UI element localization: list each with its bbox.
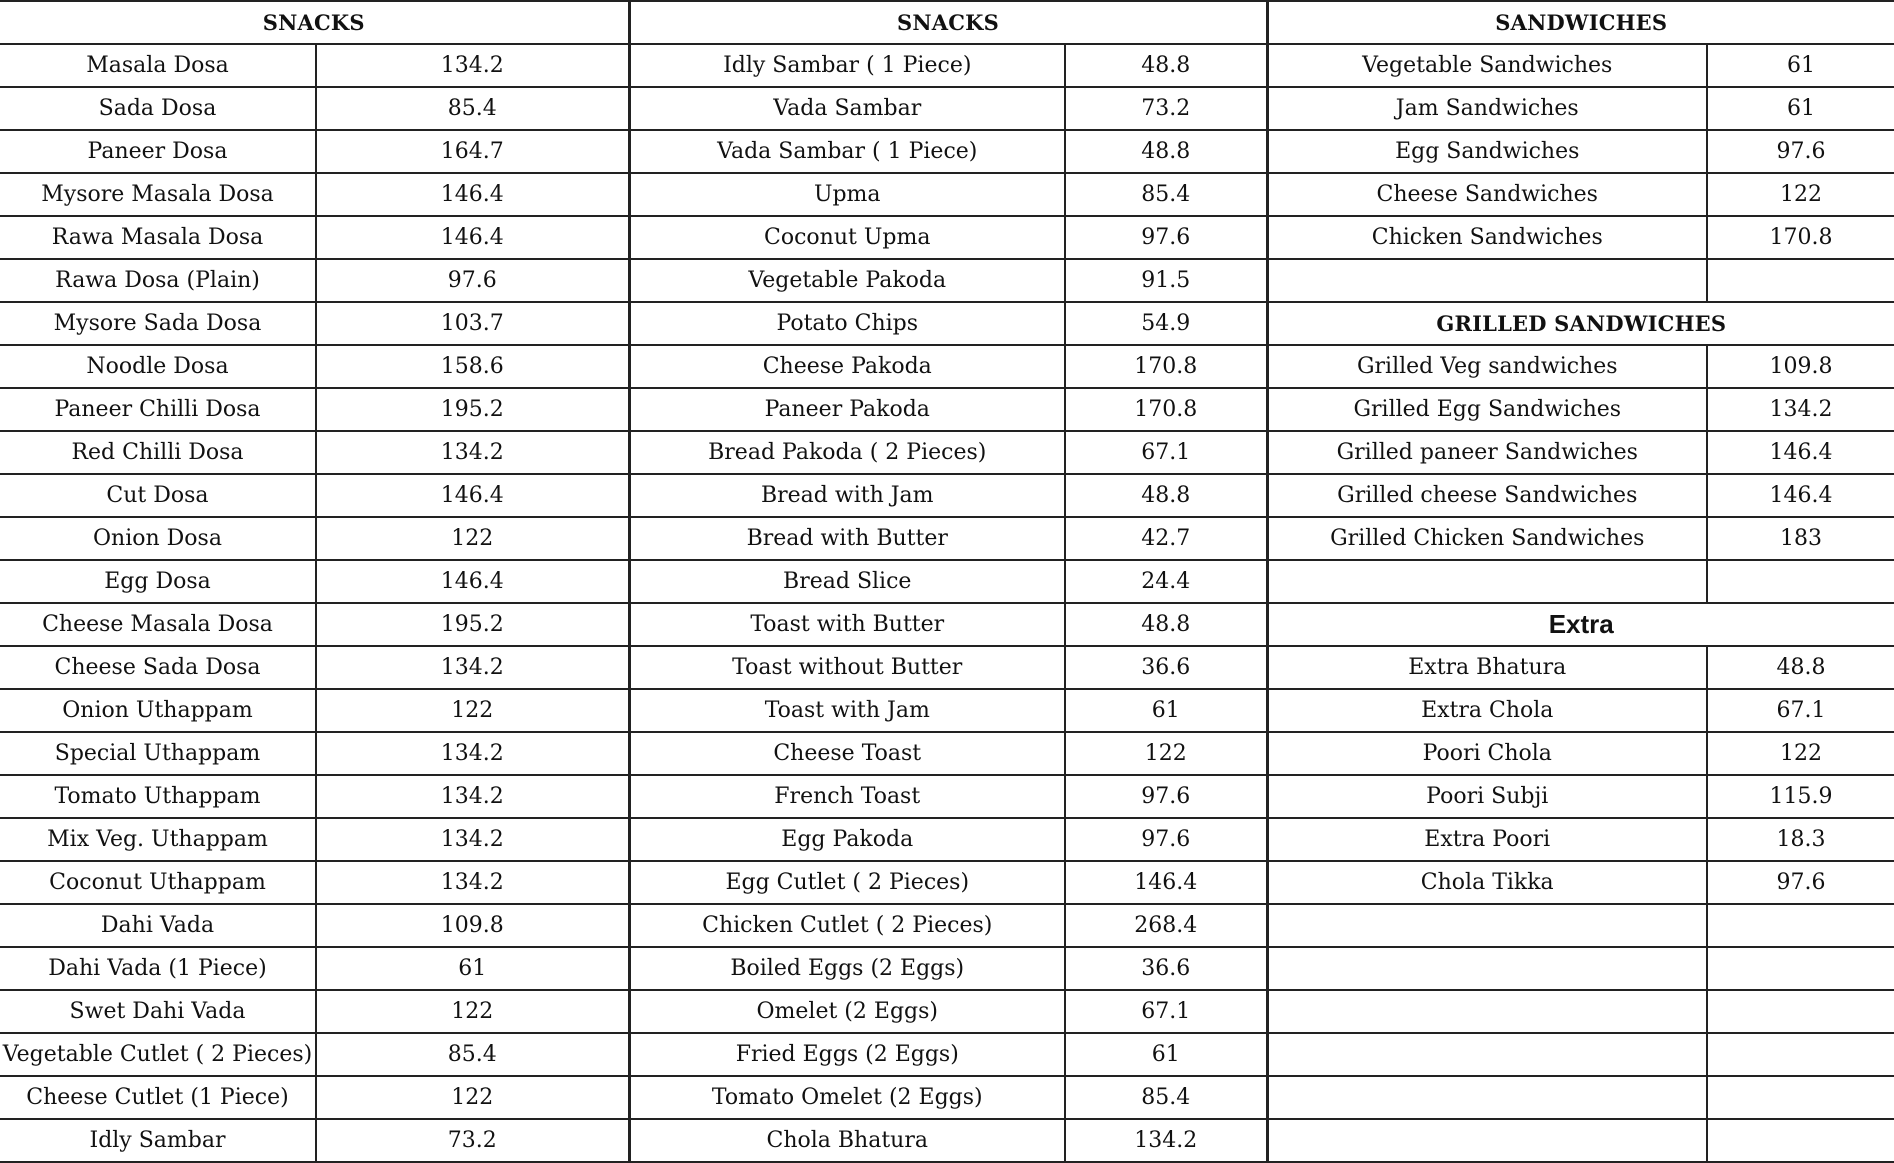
snack-item-price: 170.8: [1065, 388, 1267, 431]
sandwich-item-price: 115.9: [1707, 775, 1894, 818]
sandwich-item-name: Extra Poori: [1267, 818, 1707, 861]
snack-item-name: Rawa Dosa (Plain): [0, 259, 316, 302]
menu-row: [0, 130, 1894, 173]
sandwich-item-name: Cheese Sandwiches: [1267, 173, 1707, 216]
section-header-snacks-left: SNACKS: [0, 1, 629, 44]
sandwich-item-name: Grilled Egg Sandwiches: [1267, 388, 1707, 431]
menu-row: [0, 474, 1894, 517]
menu-row: [0, 259, 1894, 302]
menu-row: [0, 990, 1894, 1033]
snack-item-name: French Toast: [629, 775, 1065, 818]
snack-item-name: Idly Sambar: [0, 1119, 316, 1162]
sandwich-item-name: [1267, 904, 1707, 947]
snack-item-name: Mix Veg. Uthappam: [0, 818, 316, 861]
sandwich-item-price: [1707, 1119, 1894, 1162]
sandwich-item-name: [1267, 1119, 1707, 1162]
snack-item-price: 122: [316, 689, 629, 732]
snack-item-name: Cheese Masala Dosa: [0, 603, 316, 646]
snack-item-price: 268.4: [1065, 904, 1267, 947]
sandwich-item-price: 48.8: [1707, 646, 1894, 689]
snack-item-price: 48.8: [1065, 603, 1267, 646]
snack-item-name: Boiled Eggs (2 Eggs): [629, 947, 1065, 990]
snack-item-price: 122: [1065, 732, 1267, 775]
sandwich-item-name: Poori Chola: [1267, 732, 1707, 775]
sandwich-item-name: Vegetable Sandwiches: [1267, 44, 1707, 87]
menu-row: [0, 173, 1894, 216]
snack-item-price: 164.7: [316, 130, 629, 173]
menu-row: [0, 603, 1894, 646]
snack-item-name: Swet Dahi Vada: [0, 990, 316, 1033]
snack-item-name: Dahi Vada (1 Piece): [0, 947, 316, 990]
sandwich-item-price: [1707, 904, 1894, 947]
sandwich-item-price: 61: [1707, 87, 1894, 130]
menu-row: [0, 1033, 1894, 1076]
snack-item-name: Rawa Masala Dosa: [0, 216, 316, 259]
snack-item-name: Bread with Butter: [629, 517, 1065, 560]
snack-item-name: Chola Bhatura: [629, 1119, 1065, 1162]
snack-item-name: Mysore Sada Dosa: [0, 302, 316, 345]
snack-item-price: 134.2: [316, 732, 629, 775]
snack-item-price: 146.4: [1065, 861, 1267, 904]
snack-item-name: Egg Pakoda: [629, 818, 1065, 861]
sandwich-item-price: 183: [1707, 517, 1894, 560]
snack-item-name: Egg Dosa: [0, 560, 316, 603]
menu-row: [0, 646, 1894, 689]
menu-row: [0, 345, 1894, 388]
snack-item-price: 48.8: [1065, 44, 1267, 87]
snack-item-name: Potato Chips: [629, 302, 1065, 345]
snack-item-name: Toast without Butter: [629, 646, 1065, 689]
sandwich-item-price: [1707, 947, 1894, 990]
menu-row: [0, 302, 1894, 345]
sandwich-item-price: 109.8: [1707, 345, 1894, 388]
sandwich-item-name: [1267, 560, 1707, 603]
snack-item-price: 67.1: [1065, 431, 1267, 474]
snack-item-price: 85.4: [316, 87, 629, 130]
menu-row: [0, 732, 1894, 775]
header-row: [0, 1, 1894, 44]
snack-item-name: Omelet (2 Eggs): [629, 990, 1065, 1033]
sandwich-item-price: 61: [1707, 44, 1894, 87]
menu-row: [0, 947, 1894, 990]
sandwich-item-name: Grilled cheese Sandwiches: [1267, 474, 1707, 517]
sandwich-item-price: 170.8: [1707, 216, 1894, 259]
snack-item-name: Special Uthappam: [0, 732, 316, 775]
sandwich-item-name: [1267, 259, 1707, 302]
sandwich-item-name: Extra Chola: [1267, 689, 1707, 732]
snack-item-name: Chicken Cutlet ( 2 Pieces): [629, 904, 1065, 947]
snack-item-price: 61: [1065, 1033, 1267, 1076]
menu-row: [0, 517, 1894, 560]
menu-row: [0, 87, 1894, 130]
snack-item-name: Onion Dosa: [0, 517, 316, 560]
sandwich-item-price: 134.2: [1707, 388, 1894, 431]
snack-item-price: 122: [316, 1076, 629, 1119]
snack-item-price: 170.8: [1065, 345, 1267, 388]
menu-row: [0, 818, 1894, 861]
menu-row: [0, 775, 1894, 818]
snack-item-price: 97.6: [316, 259, 629, 302]
snack-item-name: Paneer Pakoda: [629, 388, 1065, 431]
snack-item-price: 134.2: [1065, 1119, 1267, 1162]
snack-item-name: Tomato Uthappam: [0, 775, 316, 818]
section-header-sandwiches: SANDWICHES: [1267, 1, 1894, 44]
snack-item-price: 134.2: [316, 818, 629, 861]
sandwich-item-name: Grilled Veg sandwiches: [1267, 345, 1707, 388]
snack-item-name: Vada Sambar ( 1 Piece): [629, 130, 1065, 173]
snack-item-price: 61: [316, 947, 629, 990]
menu-row: [0, 388, 1894, 431]
snack-item-name: Cheese Toast: [629, 732, 1065, 775]
snack-item-price: 97.6: [1065, 216, 1267, 259]
snack-item-name: Sada Dosa: [0, 87, 316, 130]
snack-item-name: Bread Pakoda ( 2 Pieces): [629, 431, 1065, 474]
sandwich-item-name: Extra Bhatura: [1267, 646, 1707, 689]
snack-item-price: 67.1: [1065, 990, 1267, 1033]
snack-item-name: Upma: [629, 173, 1065, 216]
sandwich-item-price: 67.1: [1707, 689, 1894, 732]
snack-item-price: 48.8: [1065, 130, 1267, 173]
snack-item-name: Idly Sambar ( 1 Piece): [629, 44, 1065, 87]
sandwich-item-price: 122: [1707, 173, 1894, 216]
sandwich-item-price: 122: [1707, 732, 1894, 775]
sandwich-item-name: Egg Sandwiches: [1267, 130, 1707, 173]
snack-item-name: Onion Uthappam: [0, 689, 316, 732]
snack-item-price: 97.6: [1065, 775, 1267, 818]
snack-item-price: 85.4: [1065, 173, 1267, 216]
snack-item-price: 134.2: [316, 44, 629, 87]
sandwich-item-price: [1707, 560, 1894, 603]
sandwich-item-price: 97.6: [1707, 861, 1894, 904]
snack-item-name: Egg Cutlet ( 2 Pieces): [629, 861, 1065, 904]
snack-item-name: Toast with Jam: [629, 689, 1065, 732]
snack-item-price: 61: [1065, 689, 1267, 732]
sandwich-item-name: Grilled Chicken Sandwiches: [1267, 517, 1707, 560]
snack-item-price: 85.4: [1065, 1076, 1267, 1119]
snack-item-name: Toast with Butter: [629, 603, 1065, 646]
snack-item-price: 48.8: [1065, 474, 1267, 517]
snack-item-price: 146.4: [316, 474, 629, 517]
snack-item-price: 146.4: [316, 173, 629, 216]
snack-item-name: Bread Slice: [629, 560, 1065, 603]
section-header-snacks-middle: SNACKS: [629, 1, 1267, 44]
menu-row: [0, 1076, 1894, 1119]
snack-item-name: Vegetable Pakoda: [629, 259, 1065, 302]
menu-row: [0, 560, 1894, 603]
snack-item-price: 195.2: [316, 603, 629, 646]
section-header-extra: Extra: [1267, 603, 1894, 646]
snack-item-price: 122: [316, 517, 629, 560]
sandwich-item-name: [1267, 990, 1707, 1033]
sandwich-item-price: [1707, 259, 1894, 302]
snack-item-name: Noodle Dosa: [0, 345, 316, 388]
snack-item-price: 146.4: [316, 560, 629, 603]
section-header-grilled-sandwiches: GRILLED SANDWICHES: [1267, 302, 1894, 345]
snack-item-price: 146.4: [316, 216, 629, 259]
sandwich-item-price: 146.4: [1707, 431, 1894, 474]
snack-item-name: Bread with Jam: [629, 474, 1065, 517]
snack-item-price: 36.6: [1065, 646, 1267, 689]
snack-item-price: 54.9: [1065, 302, 1267, 345]
snack-item-price: 134.2: [316, 861, 629, 904]
snack-item-name: Tomato Omelet (2 Eggs): [629, 1076, 1065, 1119]
menu-row: [0, 1119, 1894, 1162]
menu-row: [0, 904, 1894, 947]
menu-table-body: [0, 1, 1894, 1162]
snack-item-name: Coconut Uthappam: [0, 861, 316, 904]
snack-item-name: Paneer Chilli Dosa: [0, 388, 316, 431]
sandwich-item-price: 146.4: [1707, 474, 1894, 517]
snack-item-name: Coconut Upma: [629, 216, 1065, 259]
sandwich-item-price: 18.3: [1707, 818, 1894, 861]
snack-item-name: Fried Eggs (2 Eggs): [629, 1033, 1065, 1076]
snack-item-name: Mysore Masala Dosa: [0, 173, 316, 216]
snack-item-price: 134.2: [316, 431, 629, 474]
sandwich-item-name: [1267, 1076, 1707, 1119]
menu-row: [0, 44, 1894, 87]
sandwich-item-name: Chola Tikka: [1267, 861, 1707, 904]
snack-item-price: 195.2: [316, 388, 629, 431]
snack-item-price: 109.8: [316, 904, 629, 947]
snack-item-name: Cheese Sada Dosa: [0, 646, 316, 689]
snack-item-price: 91.5: [1065, 259, 1267, 302]
snack-item-price: 85.4: [316, 1033, 629, 1076]
sandwich-item-name: Jam Sandwiches: [1267, 87, 1707, 130]
snack-item-name: Cut Dosa: [0, 474, 316, 517]
snack-item-name: Red Chilli Dosa: [0, 431, 316, 474]
snack-item-name: Vada Sambar: [629, 87, 1065, 130]
snack-item-price: 24.4: [1065, 560, 1267, 603]
snack-item-price: 134.2: [316, 646, 629, 689]
sandwich-item-name: Chicken Sandwiches: [1267, 216, 1707, 259]
snack-item-price: 122: [316, 990, 629, 1033]
sandwich-item-price: [1707, 990, 1894, 1033]
sandwich-item-price: [1707, 1033, 1894, 1076]
snack-item-name: Masala Dosa: [0, 44, 316, 87]
snack-item-price: 73.2: [316, 1119, 629, 1162]
sandwich-item-price: [1707, 1076, 1894, 1119]
snack-item-name: Paneer Dosa: [0, 130, 316, 173]
snack-item-price: 73.2: [1065, 87, 1267, 130]
snack-item-price: 134.2: [316, 775, 629, 818]
snack-item-name: Cheese Cutlet (1 Piece): [0, 1076, 316, 1119]
sandwich-item-name: [1267, 947, 1707, 990]
sandwich-item-name: Grilled paneer Sandwiches: [1267, 431, 1707, 474]
menu-row: [0, 861, 1894, 904]
menu-row: [0, 431, 1894, 474]
snack-item-price: 42.7: [1065, 517, 1267, 560]
snack-item-name: Vegetable Cutlet ( 2 Pieces): [0, 1033, 316, 1076]
snack-item-price: 97.6: [1065, 818, 1267, 861]
snack-item-price: 103.7: [316, 302, 629, 345]
sandwich-item-name: Poori Subji: [1267, 775, 1707, 818]
menu-row: [0, 216, 1894, 259]
snack-item-name: Dahi Vada: [0, 904, 316, 947]
sandwich-item-name: [1267, 1033, 1707, 1076]
snack-item-price: 158.6: [316, 345, 629, 388]
sandwich-item-price: 97.6: [1707, 130, 1894, 173]
snack-item-price: 36.6: [1065, 947, 1267, 990]
snack-item-name: Cheese Pakoda: [629, 345, 1065, 388]
menu-row: [0, 689, 1894, 732]
